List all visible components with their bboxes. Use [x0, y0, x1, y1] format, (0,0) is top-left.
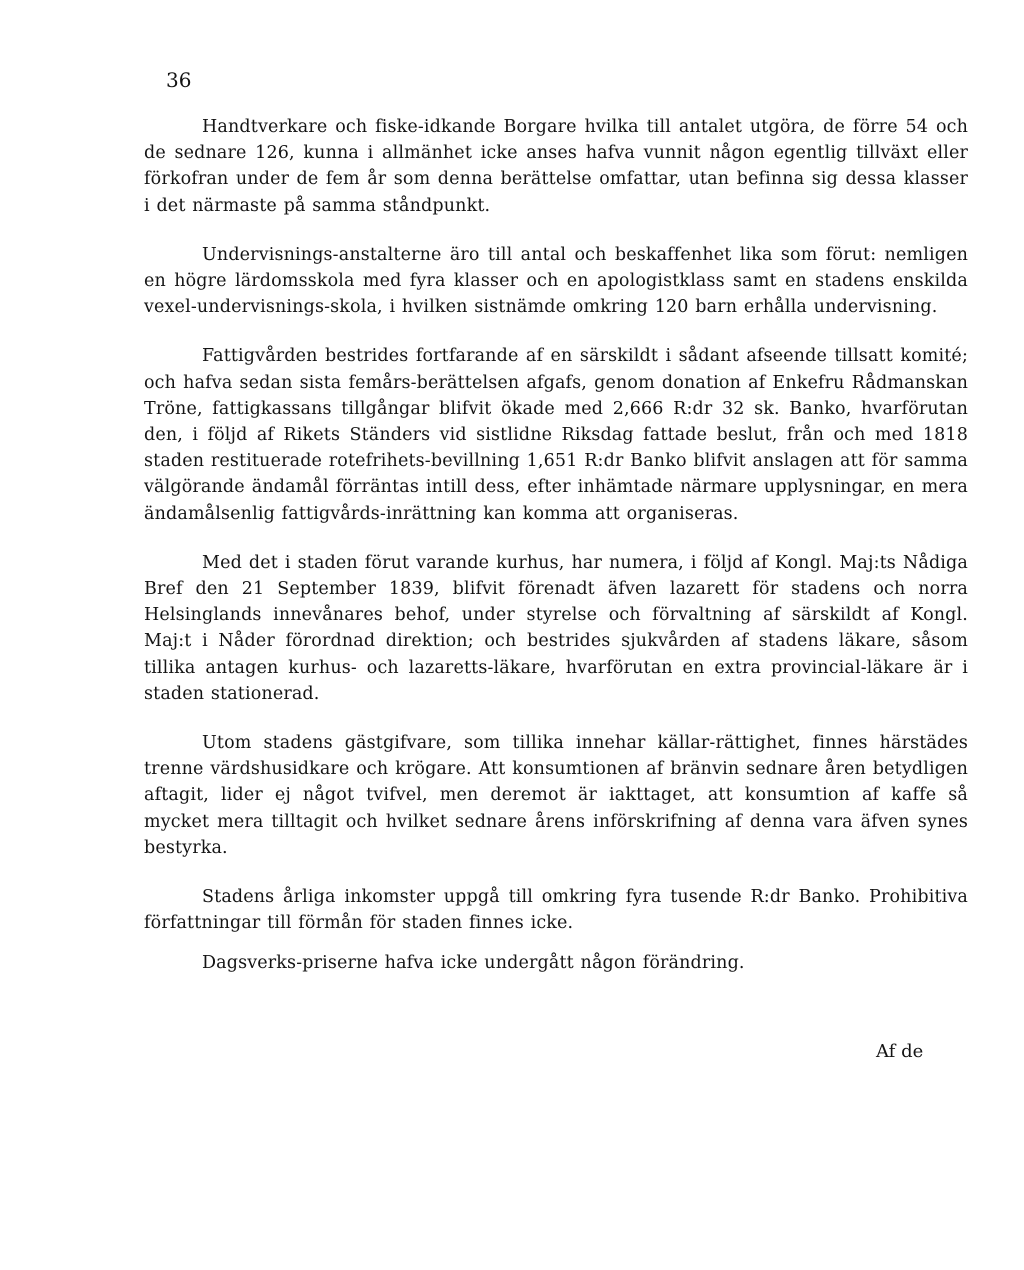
paragraph-inns: Utom stadens gästgifvare, som tillika innehar källar-rättighet, finnes härstädes trenne värdshusidkare och krögare. Att konsumtionen af bränvin sednare åren betydligen aftagit, lider ej något tvifvel, men deremot är iakttaget, att konsumtion af kaffe så mycket mera tilltagit och hvilket sednare årens införskrifning af denna vara äfven synes bestyrka. [144, 733, 968, 858]
paragraph-income: Stadens årliga inkomster uppgå till omkring fyra tusende R:dr Banko. Prohibitiva författningar till förmån för staden finnes icke. [144, 887, 968, 934]
paragraph-hospital: Med det i staden förut varande kurhus, har numera, i följd af Kongl. Maj:ts Nådiga Bref den 21 September 1839, blifvit förenadt äfven lazarett för stadens och norra Helsinglands innevånares behof, under styrelse och förvaltning af särskildt af Kongl. Maj:t i Nåder förordnad direktion; och bestrides sjukvården af stadens läkare, såsom tillika antagen kurhus- och lazaretts-läkare, hvarförutan en extra provincial-läkare är i staden stationerad. [144, 552, 968, 704]
paragraph-poor-relief: Fattigvården bestrides fortfarande af en särskildt i sådant afseende tillsatt komité; och hafva sedan sista femårs-berättelsen afgafs, genom donation af Enkefru Rådmanskan Tröne, fattigkassans tillgångar blifvit ökade med 2,666 R:dr 32 sk. Banko, hvarförutan den, i följd af Rikets Ständers vid sistlidne Riksdag fattade beslut, från och med 1818 staden restituerade rotefrihets-bevillning 1,651 R:dr Banko blifvit anslagen att för samma välgörande ändamål förräntas intill dess, efter inhämtade närmare upplysningar, en mera ändamålsenlig fattigvårds-inrättning kan komma att organiseras. [144, 346, 968, 524]
paragraph-education: Undervisnings-anstalterne äro till antal och beskaffenhet lika som förut: nemligen en högre lärdomsskola med fyra klasser och en apologistklass samt en stadens enskilda vexel-undervisnings-skola, i hvilken sistnämde omkring 120 barn erhålla undervisning. [144, 244, 968, 318]
paragraph-craftsmen: Handtverkare och fiske-idkande Borgare hvilka till antalet utgöra, de förre 54 och de sednare 126, kunna i allmänhet icke anses hafva vunnit någon egentlig tillväxt eller förkofran under de fem år som denna berättelse omfattar, utan befinna sig dessa klasser i det närmaste på samma ståndpunkt. [144, 117, 968, 216]
catchword: Af de [876, 1041, 924, 1062]
paragraph-day-wages: Dagsverks-priserne hafva icke undergått någon förändring. [202, 953, 745, 974]
page-number: 36 [166, 68, 192, 92]
body-text [144, 114, 968, 1000]
